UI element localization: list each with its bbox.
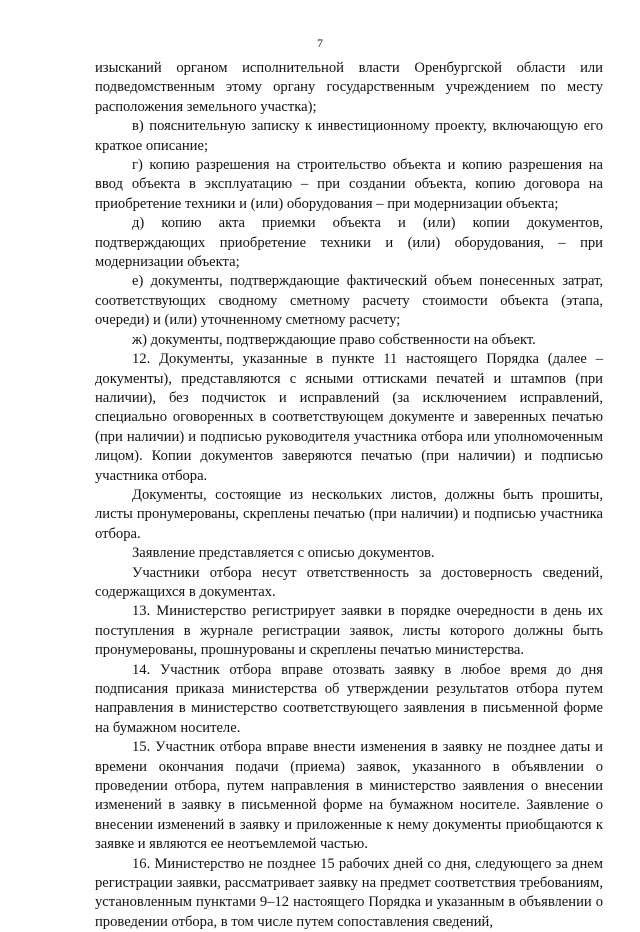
paragraph-item-zh: ж) документы, подтверждающие право собственности на объект. [132,331,536,348]
paragraph-clause-16: 16. Министерство не позднее 15 рабочих дней со дня, следующего за днем регистрации заявки, рассматривает заявку на предмет соответствия требованиям, установленным пунктами 9–12 настоящего Порядка и указанным в объявлении о проведении отбора, в том числе путем сопоставления сведений, [95,855,603,930]
paragraph-clause-15: 15. Участник отбора вправе внести изменения в заявку не позднее даты и времени окончания подачи (приема) заявок, указанного в объявлении о проведении отбора, путем направления в министерство заявления о внесении изменений в заявку в письменной форме на бумажном носителе. Заявление о внесении изменений в заявку и приложенные к нему документы приобщаются к заявке и являются ее неотъемлемой частью. [95,739,603,853]
paragraph-item-v: в) пояснительную записку к инвестиционному проекту, включающую его краткое описание; [95,118,603,154]
paragraph-item-d: д) копию акта приемки объекта и (или) копии документов, подтверждающих приобретение техники и (или) оборудования, – при модернизации объекта; [95,215,603,271]
paragraph-clause-13: 13. Министерство регистрирует заявки в порядке очередности в день их поступления в журнале регистрации заявок, листы которого должны быть пронумерованы, прошнурованы и скреплены печатью министерства. [95,603,603,659]
paragraph-item-g: г) копию разрешения на строительство объекта и копию разрешения на ввод объекта в эксплуатацию – при создании объекта, копию договора на приобретение техники и (или) оборудования – при модернизации объекта; [95,157,603,212]
paragraph-clause-12: 12. Документы, указанные в пункте 11 настоящего Порядка (далее – документы), представляются с ясными оттисками печатей и штампов (при наличии), без подчисток и исправлений (за исключением исправлений, специально оговоренных в соответствующем документе и заверенных печатью (при наличии) и подписью руководителя участника отбора или уполномоченным лицом). Копии документов заверяются печатью (при наличии) и подписью участника отбора. [95,351,603,484]
paragraph-item-e: е) документы, подтверждающие фактический объем понесенных затрат, соответствующих сводному сметному расчету стоимости объекта (этапа, очереди) и (или) уточненному сметному расчету; [95,273,603,329]
page-number: 7 [317,36,323,50]
paragraph-responsibility: Участники отбора несут ответственность за достоверность сведений, содержащихся в документах. [95,564,603,600]
paragraph-multisheet: Документы, состоящие из нескольких листов, должны быть прошиты, листы пронумерованы, скреплены печатью (при наличии) и подписью участника отбора. [95,486,603,542]
document-body [95,59,603,932]
paragraph-continuation: изысканий органом исполнительной власти Оренбургской области или подведомственным этому органу государственным учреждением по месту расположения земельного участка); [95,60,603,115]
paragraph-inventory: Заявление представляется с описью документов. [132,545,435,562]
paragraph-clause-14: 14. Участник отбора вправе отозвать заявку в любое время до дня подписания приказа министерства об утверждении результатов отбора путем направления в министерство соответствующего заявления в письменной форме на бумажном носителе. [95,661,603,736]
